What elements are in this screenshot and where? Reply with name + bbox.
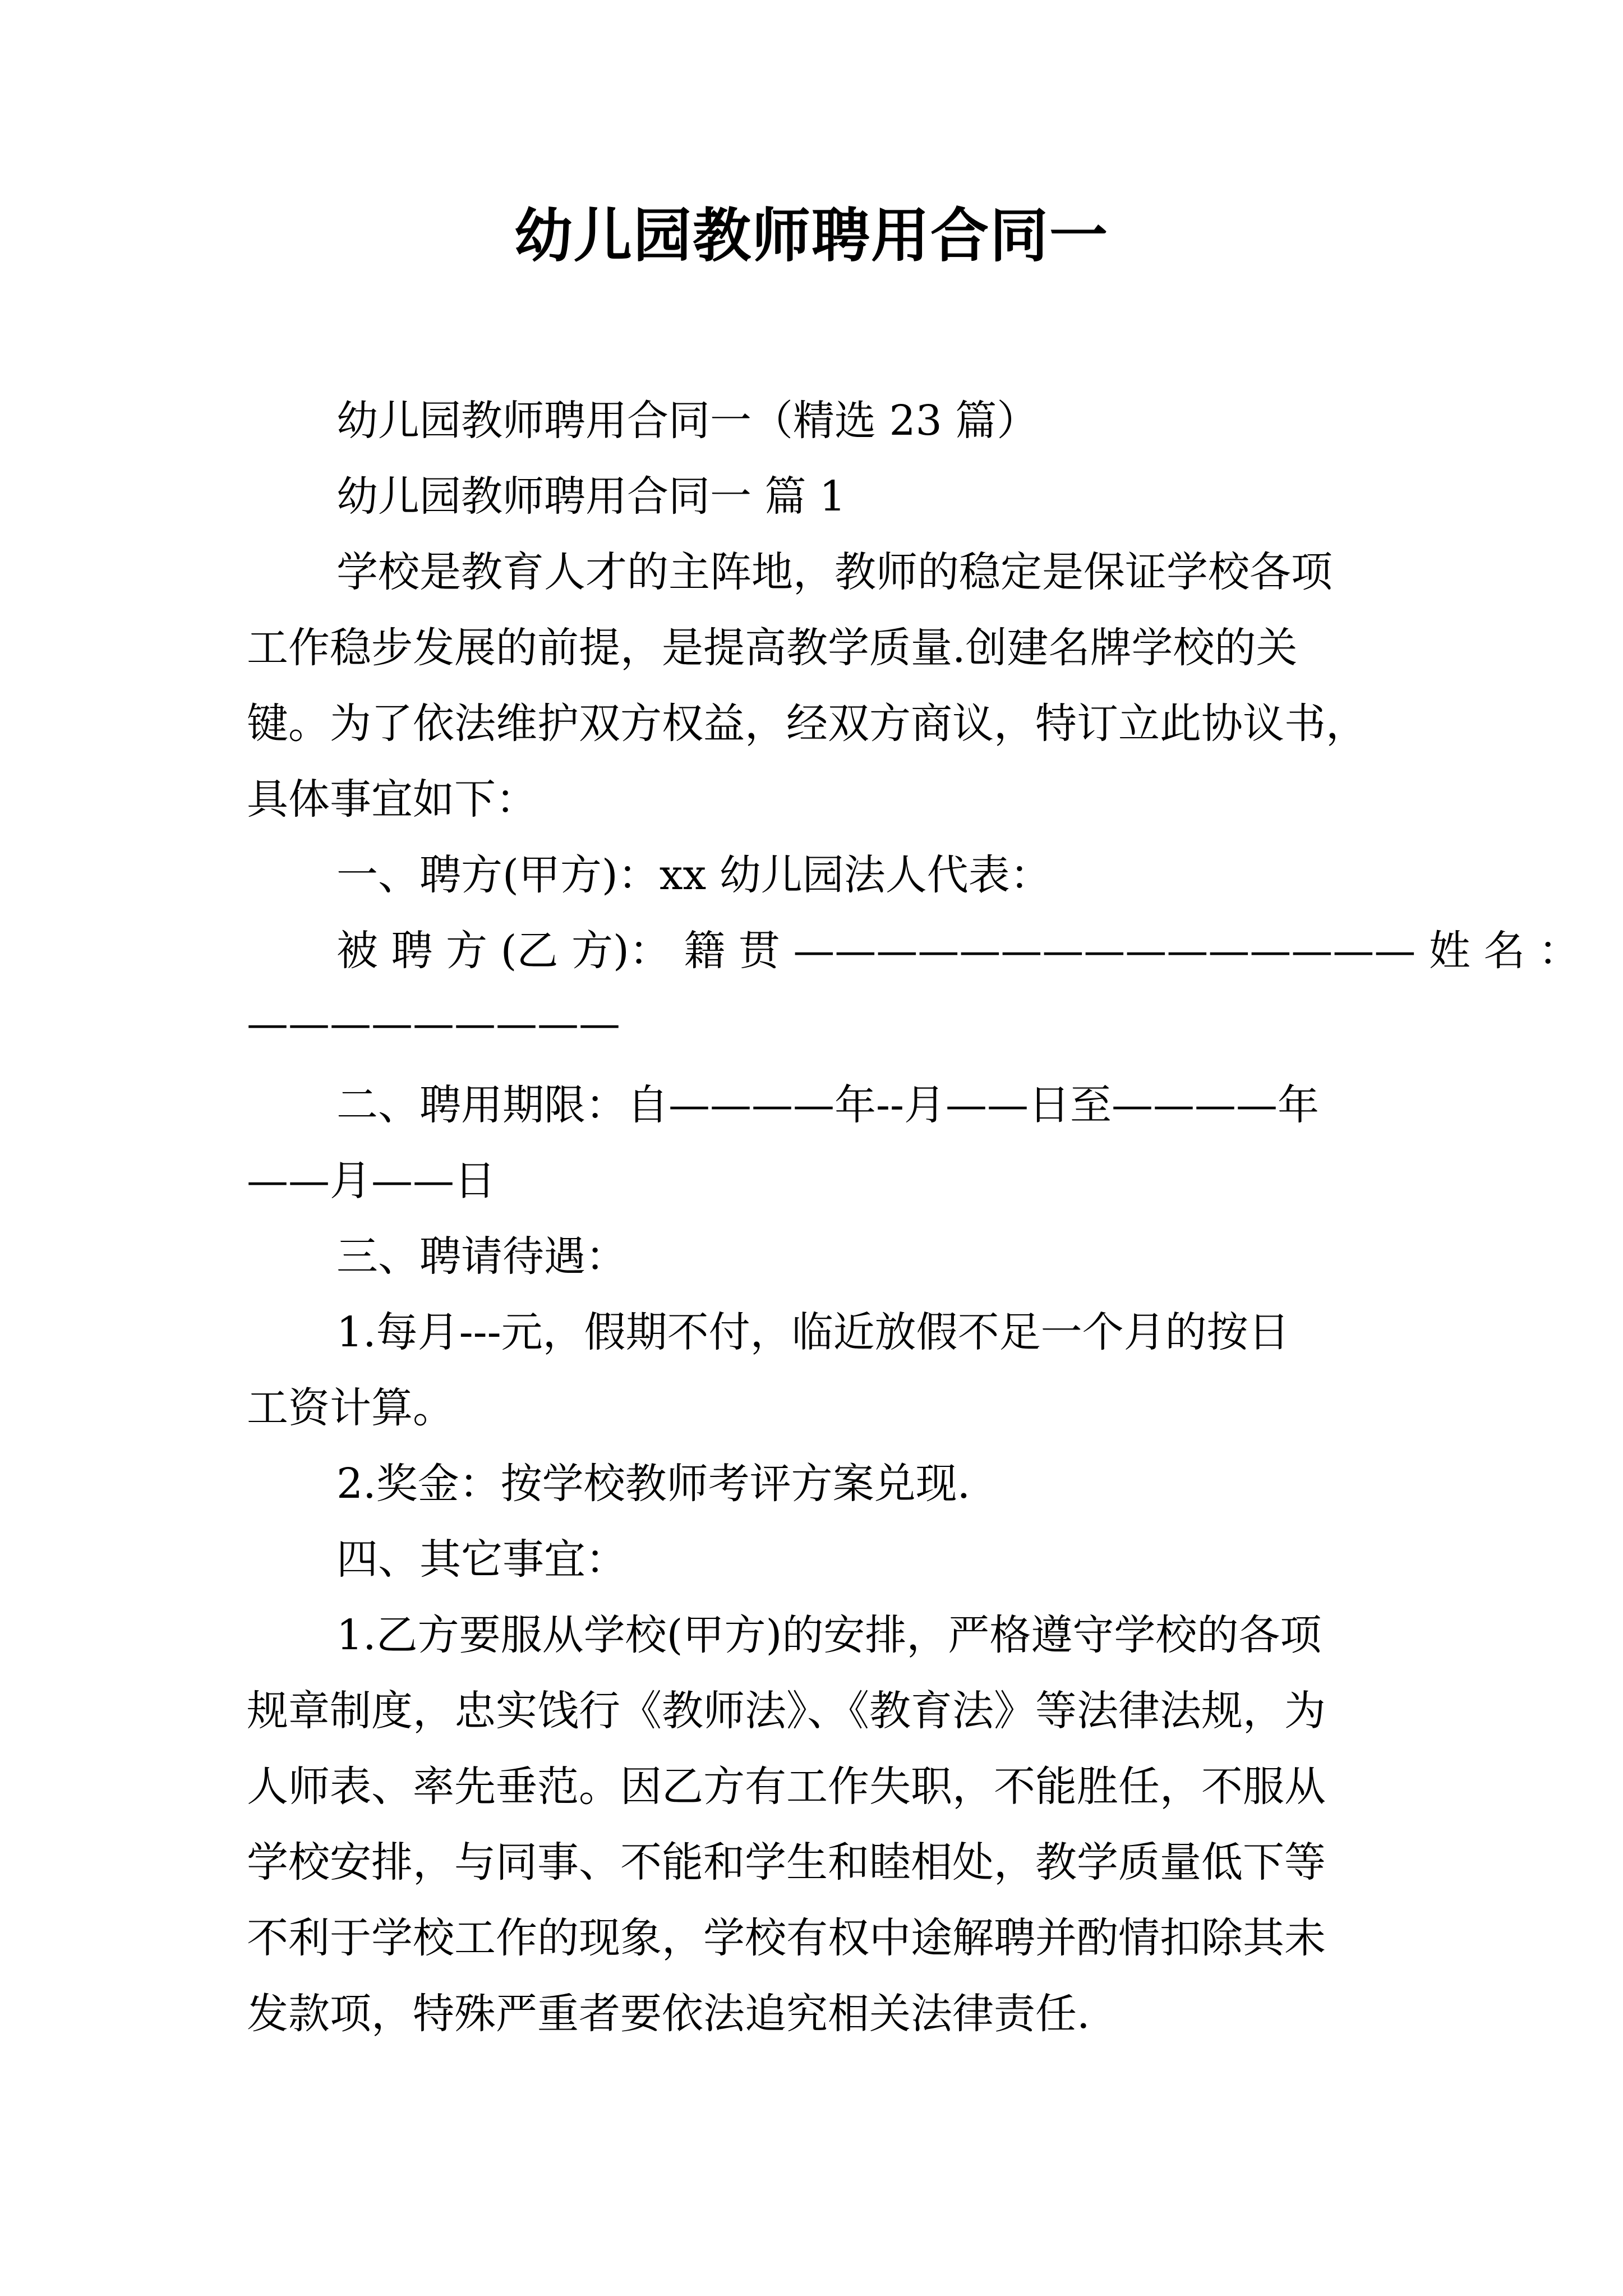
paragraph-line: 学校是教育人才的主阵地，教师的稳定是保证学校各项 <box>336 548 1332 596</box>
clause-line: ——月——日 <box>247 1157 496 1205</box>
clause-line: 一、聘方(甲方)：xx 幼儿园法人代表： <box>336 851 1052 899</box>
paragraph-line: 规章制度，忠实饯行《教师法》、《教育法》等法律法规，为 <box>247 1687 1326 1735</box>
paragraph-line: 1.乙方要服从学校(甲方)的安排，严格遵守学校的各项 <box>336 1611 1322 1659</box>
clause-line: 1.每月---元，假期不付，临近放假不足一个月的按日 <box>336 1308 1290 1356</box>
paragraph-line: 人师表、率先垂范。因乙方有工作失职，不能胜任，不服从 <box>247 1763 1326 1811</box>
clause-line: 被 聘 方 (乙 方)： 籍 贯 ——————————————— 姓 名 ： <box>336 927 1580 975</box>
clause-line: 2.奖金：按学校教师考评方案兑现. <box>336 1460 971 1508</box>
paragraph-line: 发款项，特殊严重者要依法追究相关法律责任. <box>247 1990 1090 2038</box>
section-heading-line: 幼儿园教师聘用合同一 篇 1 <box>336 472 846 521</box>
paragraph-line: 不利于学校工作的现象，学校有权中途解聘并酌情扣除其未 <box>247 1914 1326 1962</box>
paragraph-line: 学校安排，与同事、不能和学生和睦相处，教学质量低下等 <box>247 1838 1326 1887</box>
clause-line: 三、聘请待遇： <box>336 1232 627 1281</box>
clause-line: 二、聘用期限：自————年--月——日至————年 <box>336 1081 1320 1129</box>
paragraph-line: 键。为了依法维护双方权益，经双方商议，特订立此协议书， <box>247 700 1367 748</box>
paragraph-line: 具体事宜如下： <box>247 775 537 823</box>
clause-line: 四、其它事宜： <box>336 1535 627 1584</box>
clause-line: ————————— <box>247 1000 620 1048</box>
paragraph-line: 工作稳步发展的前提，是提高教学质量.创建名牌学校的关 <box>247 624 1298 672</box>
document-title: 幼儿园教师聘用合同一 <box>514 201 1109 270</box>
clause-line: 工资计算。 <box>247 1384 454 1432</box>
subtitle-line: 幼儿园教师聘用合同一（精选 23 篇） <box>336 397 1039 445</box>
